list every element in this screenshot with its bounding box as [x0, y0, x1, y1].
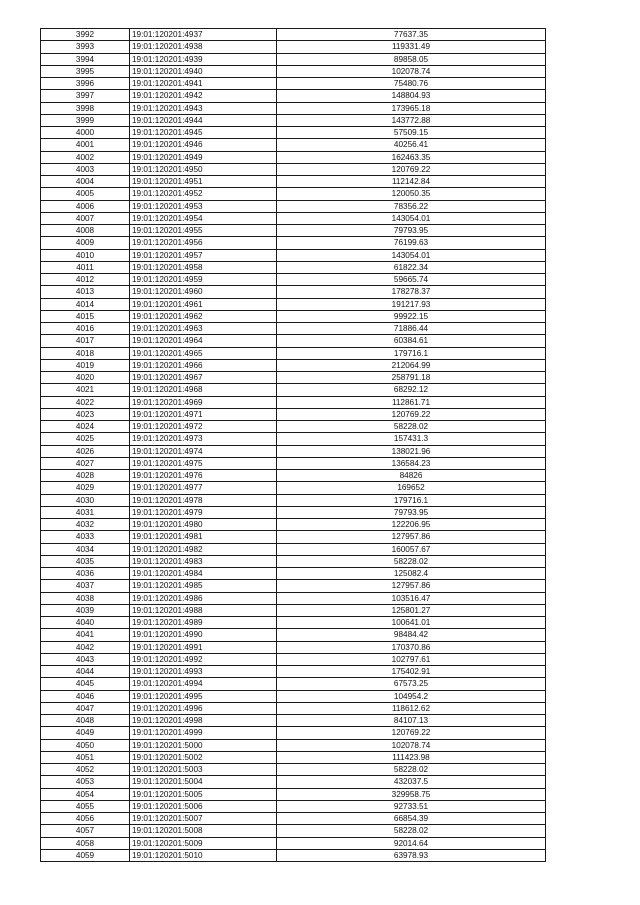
- cadastral-number-cell: 19:01:120201:4998: [130, 715, 277, 727]
- amount-cell: 98484.42: [277, 629, 546, 641]
- table-row: [41, 41, 546, 53]
- amount-cell: 157431.3: [277, 433, 546, 445]
- row-number-cell: 4013: [41, 286, 130, 298]
- cadastral-number-cell: 19:01:120201:4942: [130, 90, 277, 102]
- table-row: [41, 433, 546, 445]
- cadastral-number-cell: 19:01:120201:4937: [130, 29, 277, 41]
- cadastral-number-cell: 19:01:120201:5005: [130, 788, 277, 800]
- row-number-cell: 4004: [41, 176, 130, 188]
- cadastral-number-cell: 19:01:120201:4938: [130, 41, 277, 53]
- row-number-cell: 4038: [41, 592, 130, 604]
- row-number-cell: 4019: [41, 359, 130, 371]
- cadastral-number-cell: 19:01:120201:4988: [130, 604, 277, 616]
- cadastral-number-cell: 19:01:120201:4984: [130, 568, 277, 580]
- cadastral-number-cell: 19:01:120201:5006: [130, 800, 277, 812]
- table-row: [41, 335, 546, 347]
- cadastral-number-cell: 19:01:120201:4973: [130, 433, 277, 445]
- amount-cell: 127957.86: [277, 580, 546, 592]
- cadastral-number-cell: 19:01:120201:4977: [130, 482, 277, 494]
- cadastral-number-cell: 19:01:120201:5003: [130, 764, 277, 776]
- amount-cell: 58228.02: [277, 421, 546, 433]
- cadastral-number-cell: 19:01:120201:4945: [130, 127, 277, 139]
- row-number-cell: 4058: [41, 837, 130, 849]
- table-row: [41, 580, 546, 592]
- row-number-cell: 4031: [41, 506, 130, 518]
- row-number-cell: 4034: [41, 543, 130, 555]
- row-number-cell: 4056: [41, 813, 130, 825]
- row-number-cell: 4039: [41, 604, 130, 616]
- cadastral-number-cell: 19:01:120201:4957: [130, 249, 277, 261]
- cadastral-number-cell: 19:01:120201:4975: [130, 457, 277, 469]
- amount-cell: 127957.86: [277, 531, 546, 543]
- cadastral-number-cell: 19:01:120201:4996: [130, 702, 277, 714]
- cadastral-number-cell: 19:01:120201:4991: [130, 641, 277, 653]
- table-row: [41, 53, 546, 65]
- row-number-cell: 3994: [41, 53, 130, 65]
- table-row: [41, 666, 546, 678]
- cadastral-number-cell: 19:01:120201:4949: [130, 151, 277, 163]
- table-row: [41, 702, 546, 714]
- amount-cell: 84107.13: [277, 715, 546, 727]
- cadastral-number-cell: 19:01:120201:4946: [130, 139, 277, 151]
- amount-cell: 112142.84: [277, 176, 546, 188]
- cadastral-number-cell: 19:01:120201:5004: [130, 776, 277, 788]
- row-number-cell: 4036: [41, 568, 130, 580]
- amount-cell: 63978.93: [277, 849, 546, 861]
- table-row: [41, 188, 546, 200]
- amount-cell: 148804.93: [277, 90, 546, 102]
- cadastral-number-cell: 19:01:120201:4963: [130, 323, 277, 335]
- row-number-cell: 4022: [41, 396, 130, 408]
- row-number-cell: 4053: [41, 776, 130, 788]
- amount-cell: 111423.98: [277, 751, 546, 763]
- amount-cell: 60384.61: [277, 335, 546, 347]
- table-row: [41, 298, 546, 310]
- amount-cell: 143054.01: [277, 249, 546, 261]
- cadastral-number-cell: 19:01:120201:4958: [130, 261, 277, 273]
- amount-cell: 57509.15: [277, 127, 546, 139]
- row-number-cell: 4040: [41, 617, 130, 629]
- row-number-cell: 4023: [41, 408, 130, 420]
- cadastral-number-cell: 19:01:120201:4950: [130, 163, 277, 175]
- amount-cell: 67573.25: [277, 678, 546, 690]
- amount-cell: 79793.95: [277, 506, 546, 518]
- cadastral-number-cell: 19:01:120201:5010: [130, 849, 277, 861]
- amount-cell: 138021.96: [277, 445, 546, 457]
- row-number-cell: 4051: [41, 751, 130, 763]
- cadastral-number-cell: 19:01:120201:4981: [130, 531, 277, 543]
- row-number-cell: 4059: [41, 849, 130, 861]
- amount-cell: 118612.62: [277, 702, 546, 714]
- row-number-cell: 4008: [41, 225, 130, 237]
- table-row: [41, 163, 546, 175]
- table-row: [41, 543, 546, 555]
- row-number-cell: 4017: [41, 335, 130, 347]
- row-number-cell: 4021: [41, 384, 130, 396]
- amount-cell: 162463.35: [277, 151, 546, 163]
- amount-cell: 112861.71: [277, 396, 546, 408]
- cadastral-number-cell: 19:01:120201:4956: [130, 237, 277, 249]
- row-number-cell: 4024: [41, 421, 130, 433]
- amount-cell: 120769.22: [277, 163, 546, 175]
- row-number-cell: 4015: [41, 310, 130, 322]
- cadastral-number-cell: 19:01:120201:4964: [130, 335, 277, 347]
- row-number-cell: 3995: [41, 65, 130, 77]
- amount-cell: 102797.61: [277, 653, 546, 665]
- table-row: [41, 592, 546, 604]
- amount-cell: 173965.18: [277, 102, 546, 114]
- table-row: [41, 800, 546, 812]
- amount-cell: 160057.67: [277, 543, 546, 555]
- table-row: [41, 249, 546, 261]
- row-number-cell: 4027: [41, 457, 130, 469]
- row-number-cell: 4050: [41, 739, 130, 751]
- amount-cell: 89858.05: [277, 53, 546, 65]
- row-number-cell: 4043: [41, 653, 130, 665]
- amount-cell: 120769.22: [277, 727, 546, 739]
- row-number-cell: 4030: [41, 494, 130, 506]
- amount-cell: 329958.75: [277, 788, 546, 800]
- amount-cell: 170370.86: [277, 641, 546, 653]
- cadastral-number-cell: 19:01:120201:4941: [130, 78, 277, 90]
- row-number-cell: 4020: [41, 372, 130, 384]
- table-row: [41, 751, 546, 763]
- table-row: [41, 78, 546, 90]
- row-number-cell: 4006: [41, 200, 130, 212]
- cadastral-number-cell: 19:01:120201:5000: [130, 739, 277, 751]
- row-number-cell: 4018: [41, 347, 130, 359]
- amount-cell: 102078.74: [277, 65, 546, 77]
- table-row: [41, 445, 546, 457]
- table-row: [41, 261, 546, 273]
- cadastral-number-cell: 19:01:120201:4993: [130, 666, 277, 678]
- cadastral-number-cell: 19:01:120201:4989: [130, 617, 277, 629]
- table-row: [41, 653, 546, 665]
- amount-cell: 61822.34: [277, 261, 546, 273]
- row-number-cell: 4000: [41, 127, 130, 139]
- cadastral-number-cell: 19:01:120201:5007: [130, 813, 277, 825]
- cadastral-number-cell: 19:01:120201:4961: [130, 298, 277, 310]
- amount-cell: 120050.35: [277, 188, 546, 200]
- cadastral-number-cell: 19:01:120201:4969: [130, 396, 277, 408]
- amount-cell: 136584.23: [277, 457, 546, 469]
- table-row: [41, 274, 546, 286]
- amount-cell: 75480.76: [277, 78, 546, 90]
- amount-cell: 122206.95: [277, 519, 546, 531]
- table-row: [41, 629, 546, 641]
- row-number-cell: 4005: [41, 188, 130, 200]
- table-row: [41, 90, 546, 102]
- table-row: [41, 555, 546, 567]
- cadastral-number-cell: 19:01:120201:4980: [130, 519, 277, 531]
- row-number-cell: 4007: [41, 212, 130, 224]
- cadastral-number-cell: 19:01:120201:4952: [130, 188, 277, 200]
- amount-cell: 58228.02: [277, 555, 546, 567]
- row-number-cell: 4014: [41, 298, 130, 310]
- table-row: [41, 494, 546, 506]
- amount-cell: 191217.93: [277, 298, 546, 310]
- row-number-cell: 4037: [41, 580, 130, 592]
- cadastral-number-cell: 19:01:120201:4983: [130, 555, 277, 567]
- row-number-cell: 3997: [41, 90, 130, 102]
- amount-cell: 40256.41: [277, 139, 546, 151]
- row-number-cell: 4045: [41, 678, 130, 690]
- cadastral-number-cell: 19:01:120201:4994: [130, 678, 277, 690]
- row-number-cell: 4001: [41, 139, 130, 151]
- table-row: [41, 384, 546, 396]
- table-row: [41, 323, 546, 335]
- amount-cell: 179716.1: [277, 494, 546, 506]
- row-number-cell: 4028: [41, 470, 130, 482]
- table-row: [41, 776, 546, 788]
- row-number-cell: 4049: [41, 727, 130, 739]
- table-row: [41, 151, 546, 163]
- amount-cell: 179716.1: [277, 347, 546, 359]
- table-row: [41, 421, 546, 433]
- cadastral-number-cell: 19:01:120201:5008: [130, 825, 277, 837]
- cadastral-number-cell: 19:01:120201:4971: [130, 408, 277, 420]
- table-row: [41, 727, 546, 739]
- table-row: [41, 604, 546, 616]
- table-row: [41, 310, 546, 322]
- amount-cell: 100641.01: [277, 617, 546, 629]
- table-row: [41, 114, 546, 126]
- row-number-cell: 3996: [41, 78, 130, 90]
- amount-cell: 99922.15: [277, 310, 546, 322]
- row-number-cell: 4054: [41, 788, 130, 800]
- amount-cell: 125082.4: [277, 568, 546, 580]
- cadastral-number-cell: 19:01:120201:4954: [130, 212, 277, 224]
- row-number-cell: 4035: [41, 555, 130, 567]
- cadastral-number-cell: 19:01:120201:4966: [130, 359, 277, 371]
- cadastral-number-cell: 19:01:120201:4982: [130, 543, 277, 555]
- table-row: [41, 212, 546, 224]
- table-row: [41, 408, 546, 420]
- table-row: [41, 678, 546, 690]
- row-number-cell: 4009: [41, 237, 130, 249]
- row-number-cell: 3998: [41, 102, 130, 114]
- table-row: [41, 396, 546, 408]
- data-table: [40, 28, 546, 862]
- amount-cell: 78356.22: [277, 200, 546, 212]
- row-number-cell: 4032: [41, 519, 130, 531]
- table-row: [41, 788, 546, 800]
- row-number-cell: 4041: [41, 629, 130, 641]
- amount-cell: 125801.27: [277, 604, 546, 616]
- table-body: [41, 29, 546, 862]
- amount-cell: 103516.47: [277, 592, 546, 604]
- cadastral-number-cell: 19:01:120201:4972: [130, 421, 277, 433]
- cadastral-number-cell: 19:01:120201:4965: [130, 347, 277, 359]
- table-row: [41, 372, 546, 384]
- amount-cell: 76199.63: [277, 237, 546, 249]
- row-number-cell: 4029: [41, 482, 130, 494]
- table-row: [41, 176, 546, 188]
- row-number-cell: 4057: [41, 825, 130, 837]
- cadastral-number-cell: 19:01:120201:5009: [130, 837, 277, 849]
- amount-cell: 178278.37: [277, 286, 546, 298]
- cadastral-number-cell: 19:01:120201:4953: [130, 200, 277, 212]
- amount-cell: 79793.95: [277, 225, 546, 237]
- cadastral-number-cell: 19:01:120201:4944: [130, 114, 277, 126]
- cadastral-number-cell: 19:01:120201:4990: [130, 629, 277, 641]
- cadastral-number-cell: 19:01:120201:4951: [130, 176, 277, 188]
- amount-cell: 143772.88: [277, 114, 546, 126]
- row-number-cell: 4026: [41, 445, 130, 457]
- cadastral-number-cell: 19:01:120201:4940: [130, 65, 277, 77]
- table-row: [41, 531, 546, 543]
- amount-cell: 77637.35: [277, 29, 546, 41]
- row-number-cell: 4046: [41, 690, 130, 702]
- table-row: [41, 127, 546, 139]
- table-row: [41, 347, 546, 359]
- table-row: [41, 764, 546, 776]
- row-number-cell: 3992: [41, 29, 130, 41]
- table-row: [41, 813, 546, 825]
- cadastral-number-cell: 19:01:120201:4978: [130, 494, 277, 506]
- row-number-cell: 4012: [41, 274, 130, 286]
- table-row: [41, 739, 546, 751]
- amount-cell: 84826: [277, 470, 546, 482]
- amount-cell: 92014.64: [277, 837, 546, 849]
- amount-cell: 169652: [277, 482, 546, 494]
- amount-cell: 59665.74: [277, 274, 546, 286]
- amount-cell: 66854.39: [277, 813, 546, 825]
- table-row: [41, 568, 546, 580]
- table-row: [41, 359, 546, 371]
- amount-cell: 143054.01: [277, 212, 546, 224]
- amount-cell: 68292.12: [277, 384, 546, 396]
- table-row: [41, 457, 546, 469]
- table-row: [41, 225, 546, 237]
- table-row: [41, 690, 546, 702]
- row-number-cell: 4002: [41, 151, 130, 163]
- table-row: [41, 506, 546, 518]
- cadastral-number-cell: 19:01:120201:4968: [130, 384, 277, 396]
- amount-cell: 104954.2: [277, 690, 546, 702]
- cadastral-number-cell: 19:01:120201:4986: [130, 592, 277, 604]
- table-row: [41, 825, 546, 837]
- table-row: [41, 286, 546, 298]
- cadastral-number-cell: 19:01:120201:4976: [130, 470, 277, 482]
- cadastral-number-cell: 19:01:120201:4979: [130, 506, 277, 518]
- row-number-cell: 4016: [41, 323, 130, 335]
- row-number-cell: 4052: [41, 764, 130, 776]
- row-number-cell: 4048: [41, 715, 130, 727]
- cadastral-number-cell: 19:01:120201:5002: [130, 751, 277, 763]
- amount-cell: 212064.99: [277, 359, 546, 371]
- row-number-cell: 4025: [41, 433, 130, 445]
- cadastral-number-cell: 19:01:120201:4999: [130, 727, 277, 739]
- cadastral-number-cell: 19:01:120201:4939: [130, 53, 277, 65]
- cadastral-number-cell: 19:01:120201:4974: [130, 445, 277, 457]
- table-row: [41, 29, 546, 41]
- table-row: [41, 482, 546, 494]
- table-row: [41, 102, 546, 114]
- row-number-cell: 3993: [41, 41, 130, 53]
- amount-cell: 119331.49: [277, 41, 546, 53]
- amount-cell: 175402.91: [277, 666, 546, 678]
- row-number-cell: 4047: [41, 702, 130, 714]
- table-row: [41, 65, 546, 77]
- table-row: [41, 617, 546, 629]
- amount-cell: 102078.74: [277, 739, 546, 751]
- table-row: [41, 715, 546, 727]
- cadastral-number-cell: 19:01:120201:4959: [130, 274, 277, 286]
- table-row: [41, 237, 546, 249]
- amount-cell: 58228.02: [277, 825, 546, 837]
- cadastral-number-cell: 19:01:120201:4962: [130, 310, 277, 322]
- amount-cell: 71886.44: [277, 323, 546, 335]
- table-row: [41, 200, 546, 212]
- amount-cell: 258791.18: [277, 372, 546, 384]
- cadastral-number-cell: 19:01:120201:4985: [130, 580, 277, 592]
- cadastral-number-cell: 19:01:120201:4955: [130, 225, 277, 237]
- table-row: [41, 519, 546, 531]
- amount-cell: 92733.51: [277, 800, 546, 812]
- table-row: [41, 849, 546, 861]
- cadastral-number-cell: 19:01:120201:4995: [130, 690, 277, 702]
- table-row: [41, 139, 546, 151]
- row-number-cell: 4011: [41, 261, 130, 273]
- row-number-cell: 4055: [41, 800, 130, 812]
- row-number-cell: 4044: [41, 666, 130, 678]
- table-row: [41, 470, 546, 482]
- amount-cell: 58228.02: [277, 764, 546, 776]
- cadastral-number-cell: 19:01:120201:4943: [130, 102, 277, 114]
- cadastral-number-cell: 19:01:120201:4967: [130, 372, 277, 384]
- amount-cell: 432037.5: [277, 776, 546, 788]
- table-row: [41, 641, 546, 653]
- row-number-cell: 4003: [41, 163, 130, 175]
- row-number-cell: 4042: [41, 641, 130, 653]
- amount-cell: 120769.22: [277, 408, 546, 420]
- row-number-cell: 4010: [41, 249, 130, 261]
- cadastral-number-cell: 19:01:120201:4992: [130, 653, 277, 665]
- table-row: [41, 837, 546, 849]
- row-number-cell: 3999: [41, 114, 130, 126]
- row-number-cell: 4033: [41, 531, 130, 543]
- cadastral-number-cell: 19:01:120201:4960: [130, 286, 277, 298]
